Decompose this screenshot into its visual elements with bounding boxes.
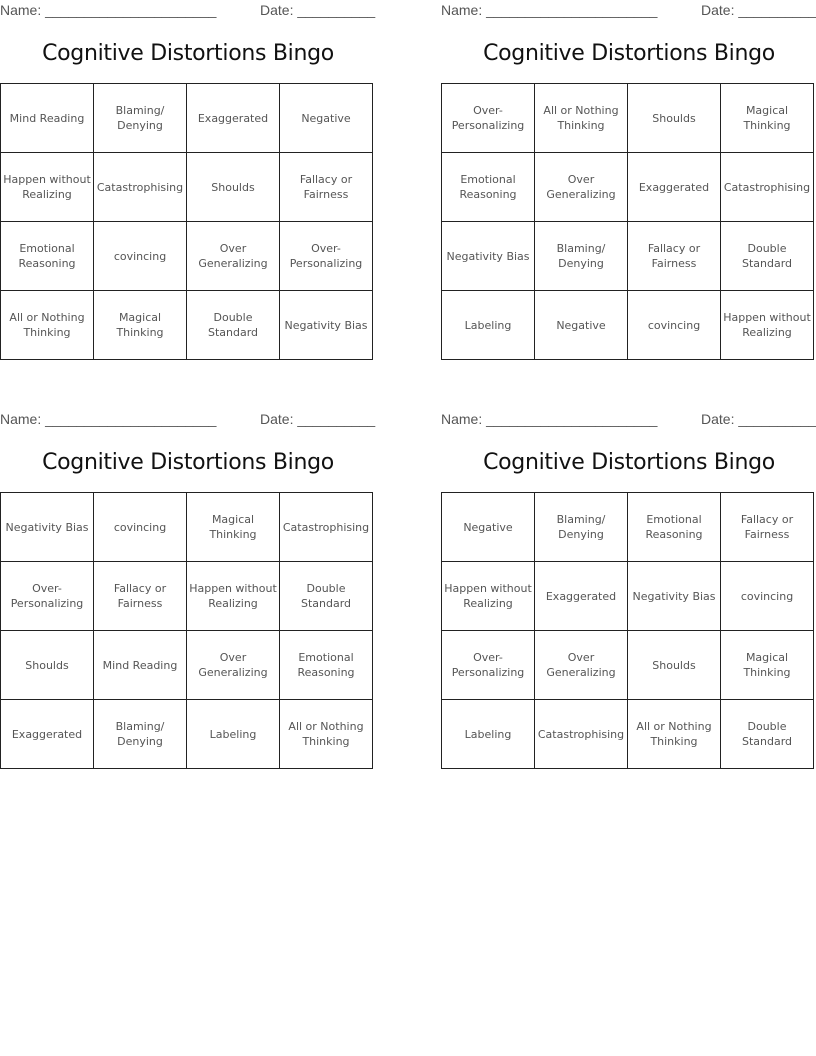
bingo-card-3 — [0, 409, 376, 773]
bingo-cell: Emotional Reasoning — [628, 493, 721, 562]
bingo-cell: Exaggerated — [535, 562, 628, 631]
bingo-cell: Negative — [280, 84, 373, 153]
card-title: Cognitive Distortions Bingo — [483, 41, 775, 66]
bingo-cell: Double Standard — [721, 222, 814, 291]
bingo-cell: All or Nothing Thinking — [1, 291, 94, 360]
bingo-cell: Catastrophising — [94, 153, 187, 222]
bingo-cell: Negativity Bias — [628, 562, 721, 631]
bingo-cell: Negativity Bias — [1, 493, 94, 562]
bingo-cell: Emotional Reasoning — [280, 631, 373, 700]
card-title: Cognitive Distortions Bingo — [483, 450, 775, 475]
bingo-cell: Happen without Realizing — [442, 562, 535, 631]
bingo-cell: All or Nothing Thinking — [280, 700, 373, 769]
bingo-cell: All or Nothing Thinking — [535, 84, 628, 153]
card-header — [441, 411, 816, 429]
bingo-cell: Blaming/ Denying — [535, 493, 628, 562]
bingo-grid — [0, 83, 373, 360]
bingo-cell: Over-Personalizing — [1, 562, 94, 631]
bingo-cell: covincing — [94, 222, 187, 291]
bingo-cell: Shoulds — [628, 631, 721, 700]
bingo-cell: Exaggerated — [187, 84, 280, 153]
bingo-cell: Fallacy or Fairness — [280, 153, 373, 222]
card-header — [0, 2, 376, 20]
date-field: Date: __________ — [260, 411, 376, 427]
bingo-grid — [441, 492, 814, 769]
bingo-cell: Blaming/ Denying — [94, 84, 187, 153]
bingo-cell: Emotional Reasoning — [442, 153, 535, 222]
card-header — [441, 2, 816, 20]
card-header — [0, 411, 376, 429]
bingo-cell: covincing — [721, 562, 814, 631]
bingo-cell: Magical Thinking — [187, 493, 280, 562]
bingo-cell: Mind Reading — [1, 84, 94, 153]
bingo-cell: Catastrophising — [721, 153, 814, 222]
bingo-cell: Negativity Bias — [442, 222, 535, 291]
bingo-cell: Labeling — [442, 700, 535, 769]
bingo-cell: Shoulds — [628, 84, 721, 153]
date-field: Date: __________ — [260, 2, 376, 18]
bingo-cell: Double Standard — [280, 562, 373, 631]
name-field: Name: ______________________ — [441, 411, 658, 427]
bingo-cell: Fallacy or Fairness — [94, 562, 187, 631]
bingo-cell: Over-Personalizing — [442, 631, 535, 700]
bingo-cell: Magical Thinking — [721, 84, 814, 153]
bingo-card-4 — [441, 409, 816, 773]
bingo-cell: Labeling — [442, 291, 535, 360]
date-field: Date: __________ — [701, 411, 816, 427]
bingo-cell: covincing — [94, 493, 187, 562]
bingo-cell: Over Generalizing — [187, 631, 280, 700]
bingo-cell: Over Generalizing — [187, 222, 280, 291]
bingo-cell: Blaming/ Denying — [535, 222, 628, 291]
bingo-cell: Catastrophising — [280, 493, 373, 562]
bingo-cell: Double Standard — [187, 291, 280, 360]
bingo-cell: Happen without Realizing — [187, 562, 280, 631]
bingo-cell: Negativity Bias — [280, 291, 373, 360]
bingo-cell: Labeling — [187, 700, 280, 769]
bingo-cell: Catastrophising — [535, 700, 628, 769]
bingo-cell: Exaggerated — [628, 153, 721, 222]
bingo-cell: Negative — [535, 291, 628, 360]
bingo-cell: Happen without Realizing — [721, 291, 814, 360]
name-field: Name: ______________________ — [441, 2, 658, 18]
bingo-cell: Negative — [442, 493, 535, 562]
bingo-cell: Double Standard — [721, 700, 814, 769]
bingo-cell: covincing — [628, 291, 721, 360]
bingo-cell: Mind Reading — [94, 631, 187, 700]
date-field: Date: __________ — [701, 2, 816, 18]
bingo-cell: Fallacy or Fairness — [721, 493, 814, 562]
bingo-grid — [441, 83, 814, 360]
bingo-card-2 — [441, 0, 816, 364]
card-title: Cognitive Distortions Bingo — [42, 41, 334, 66]
bingo-cell: Over Generalizing — [535, 631, 628, 700]
name-field: Name: ______________________ — [0, 2, 217, 18]
bingo-cell: Over Generalizing — [535, 153, 628, 222]
bingo-cell: Emotional Reasoning — [1, 222, 94, 291]
bingo-cell: Over-Personalizing — [280, 222, 373, 291]
bingo-cell: Fallacy or Fairness — [628, 222, 721, 291]
bingo-cell: Happen without Realizing — [1, 153, 94, 222]
bingo-cell: Magical Thinking — [94, 291, 187, 360]
name-field: Name: ______________________ — [0, 411, 217, 427]
bingo-cell: All or Nothing Thinking — [628, 700, 721, 769]
card-title: Cognitive Distortions Bingo — [42, 450, 334, 475]
bingo-grid — [0, 492, 373, 769]
bingo-cell: Magical Thinking — [721, 631, 814, 700]
bingo-cell: Blaming/ Denying — [94, 700, 187, 769]
bingo-cell: Shoulds — [187, 153, 280, 222]
bingo-cell: Exaggerated — [1, 700, 94, 769]
bingo-cell: Over-Personalizing — [442, 84, 535, 153]
bingo-card-1 — [0, 0, 376, 364]
bingo-cell: Shoulds — [1, 631, 94, 700]
